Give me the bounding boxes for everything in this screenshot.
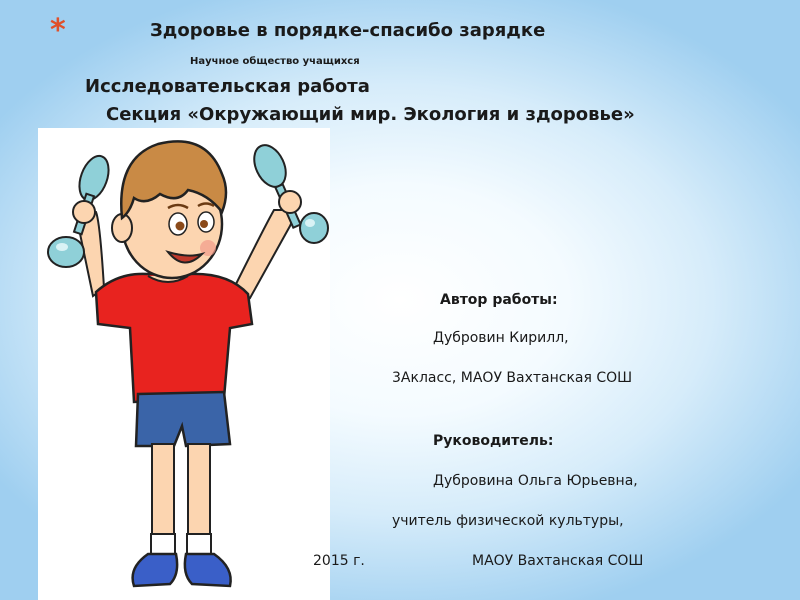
work-type-heading: Исследовательская работа xyxy=(85,76,370,97)
shirt xyxy=(96,274,252,402)
left-leg xyxy=(152,444,174,544)
head xyxy=(112,141,226,278)
right-leg xyxy=(188,444,210,544)
author-label: Автор работы: xyxy=(440,292,558,308)
society-subtitle: Научное общество учащихся xyxy=(190,56,360,67)
left-hand xyxy=(73,201,95,223)
author-class: 3Акласс, МАОУ Вахтанская СОШ xyxy=(392,370,633,386)
supervisor-label: Руководитель: xyxy=(433,433,554,449)
right-shoe xyxy=(185,554,231,586)
school-name: МАОУ Вахтанская СОШ xyxy=(472,553,644,569)
author-name: Дубровин Кирилл, xyxy=(433,330,569,346)
right-hand xyxy=(279,191,301,213)
boy-with-dumbbells-illustration xyxy=(38,128,330,600)
supervisor-name: Дубровина Ольга Юрьевна, xyxy=(433,473,638,489)
slide-title: Здоровье в порядке-спасибо зарядке xyxy=(150,20,546,41)
right-arm xyxy=(234,210,292,298)
supervisor-role: учитель физической культуры, xyxy=(392,513,624,529)
year-label: 2015 г. xyxy=(313,553,365,569)
section-heading: Секция «Окружающий мир. Экология и здоровье» xyxy=(106,104,635,125)
left-shoe xyxy=(133,554,178,586)
bullet-asterisk: * xyxy=(50,13,66,48)
shorts xyxy=(136,392,230,446)
